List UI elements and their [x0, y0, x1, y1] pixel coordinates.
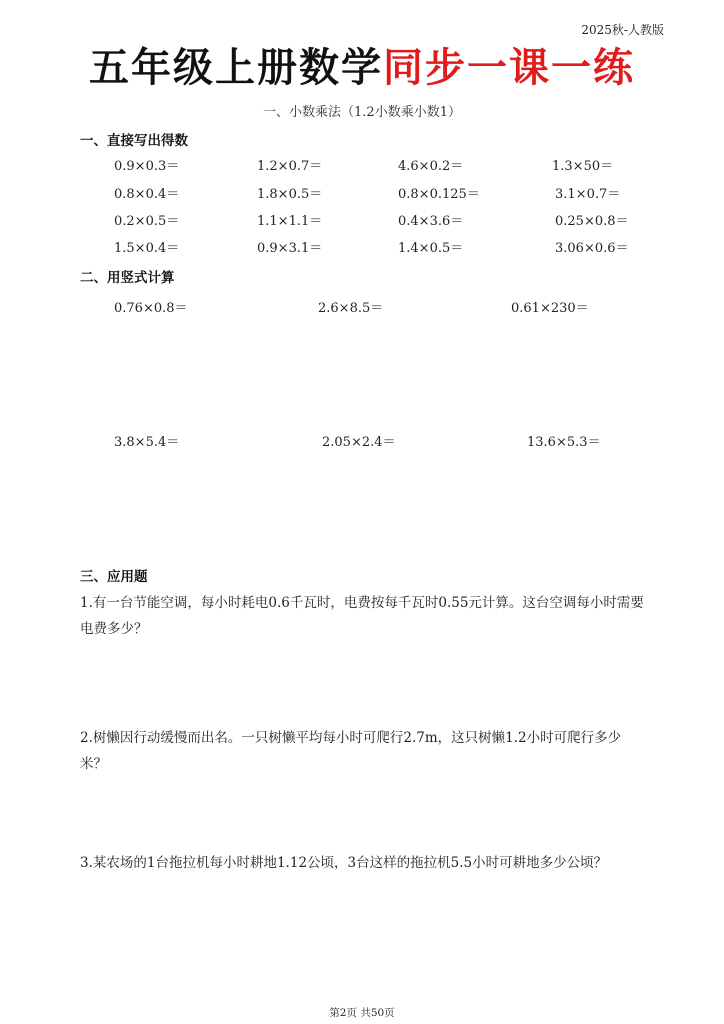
word-problem: 2.树懒因行动缓慢而出名。一只树懒平均每小时可爬行2.7m，这只树懒1.2小时可爬行多少米？: [80, 730, 622, 772]
section3-heading: 三、应用题: [80, 569, 148, 585]
vertical-calc-question: 2.05×2.4＝: [322, 435, 396, 450]
oral-question: 0.9×0.3＝: [114, 159, 180, 174]
oral-question: 3.1×0.7＝: [555, 187, 621, 202]
vertical-calc-question: 3.8×5.4＝: [114, 435, 180, 450]
oral-question: 0.4×3.6＝: [398, 214, 464, 229]
oral-question: 1.3×50＝: [552, 159, 614, 174]
oral-question: 1.8×0.5＝: [257, 187, 323, 202]
title-black-part: 五年级上册数学: [89, 44, 383, 91]
section2-heading: 二、用竖式计算: [80, 270, 175, 286]
oral-question: 1.1×1.1＝: [257, 214, 323, 229]
oral-question: 1.5×0.4＝: [114, 241, 180, 256]
page-title: [0, 42, 724, 94]
word-problem: 1.有一台节能空调，每小时耗电0.6千瓦时，电费按每千瓦时0.55元计算。这台空调每小时需要电费多少？: [80, 595, 644, 637]
section1-heading: 一、直接写出得数: [80, 133, 188, 149]
oral-question: 4.6×0.2＝: [398, 159, 464, 174]
lesson-subtitle: 一、小数乘法（1.2小数乘小数1）: [263, 105, 461, 120]
oral-question: 0.9×3.1＝: [257, 241, 323, 256]
edition-label: 2025秋-人教版: [581, 23, 664, 37]
oral-question: 3.06×0.6＝: [555, 241, 629, 256]
oral-question: 0.2×0.5＝: [114, 214, 180, 229]
oral-question: 0.8×0.4＝: [114, 187, 180, 202]
page-footer: 第2页 共50页: [329, 1007, 395, 1019]
vertical-calc-question: 13.6×5.3＝: [527, 435, 601, 450]
oral-question: 1.4×0.5＝: [398, 241, 464, 256]
title-red-part: 同步一课一练: [383, 44, 635, 91]
oral-question: 0.25×0.8＝: [555, 214, 629, 229]
vertical-calc-question: 0.76×0.8＝: [114, 301, 188, 316]
vertical-calc-question: 2.6×8.5＝: [318, 301, 384, 316]
oral-question: 1.2×0.7＝: [257, 159, 323, 174]
oral-question: 0.8×0.125＝: [398, 187, 480, 202]
word-problem: 3.某农场的1台拖拉机每小时耕地1.12公顷，3台这样的拖拉机5.5小时可耕地多少公顷？: [80, 855, 608, 871]
vertical-calc-question: 0.61×230＝: [511, 301, 589, 316]
